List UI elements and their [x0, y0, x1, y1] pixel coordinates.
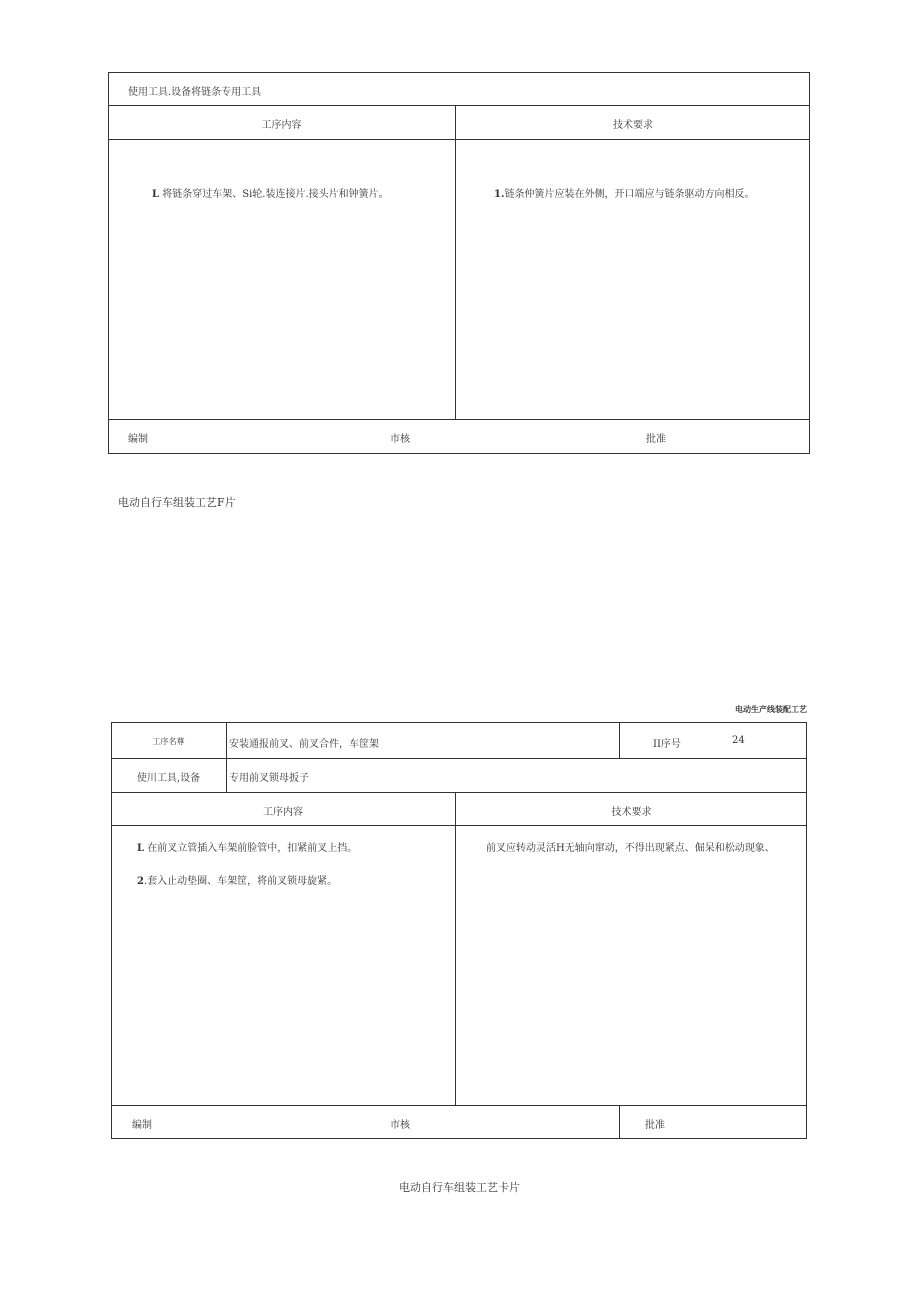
card2-divider-headers [111, 825, 807, 826]
card1-divider-footer [108, 419, 810, 420]
card2-footer-edit: 编制 [132, 1120, 152, 1131]
card2-frame [111, 722, 807, 1139]
card2-divider-name [111, 758, 807, 759]
card1-divider-headers [108, 139, 810, 140]
card2-content-item-1 [137, 839, 357, 854]
card2-seq-value: 24 [732, 735, 745, 746]
card2-content-header: 工序内容 [263, 807, 303, 818]
card1-content-text [152, 185, 389, 200]
card1-footer-approve: 批准 [646, 434, 666, 445]
card1-column-divider [455, 105, 456, 420]
card2-content-item-2-text: .套入止动垫圈、车架筐，将前叉锁母旋紧。 [143, 876, 338, 887]
card2-footer-review: 市核 [390, 1120, 410, 1131]
card1-footer-review: 市核 [390, 434, 410, 445]
card2-content-item-1-lead: L [137, 843, 145, 854]
card1-content-body: 将链条穿过车架、Si轮.装连接片.接头片和钟簧片。 [162, 189, 389, 200]
card1-content-header: 工序内容 [261, 120, 302, 131]
card2-requirement-text: 前叉应转动灵活H无轴向窜动，不得出现紧点、倔呆和松动现象、 [486, 843, 775, 854]
card2-divider-footer [111, 1105, 807, 1106]
card1-caption: 电动自行车组装工艺F片 [118, 496, 236, 509]
card2-seq-divider [619, 722, 620, 759]
card1-requirement-lead: 1. [494, 189, 505, 200]
card2-caption: 电动自行车组装工艺卡片 [399, 1181, 520, 1194]
card1-divider-tools [108, 105, 810, 106]
card1-content-lead: L [152, 189, 160, 200]
card2-requirement-header: 技术要求 [611, 807, 652, 818]
card2-tools-value: 专用前叉锁母扳子 [229, 773, 309, 784]
card2-tools-label: 使川工具,设备 [136, 773, 201, 784]
card2-content-item-1-text: 在前叉立管插入车架前脸管中，扣紧前叉上挡。 [147, 843, 358, 854]
card2-content-item-2 [137, 872, 337, 887]
card1-requirement-header: 技术要求 [613, 120, 653, 131]
card1-requirement-text [494, 185, 754, 200]
card2-divider-tools [111, 792, 807, 793]
card1-footer-edit: 编制 [128, 434, 148, 445]
card1-requirement-body: 链条仲簧片应装在外侧，开口端应与链条驱动方向相反。 [504, 189, 755, 200]
card2-footer-divider [619, 1105, 620, 1139]
card2-seq-label: II序号 [653, 739, 681, 750]
card2-process-name-value: 安装通报前叉、前叉合件，车筐架 [229, 739, 379, 750]
card2-name-label-divider [226, 722, 227, 793]
card2-column-divider [455, 792, 456, 1106]
card2-content-item-2-lead: 2 [137, 876, 144, 887]
section-header-right: 电动生产线装配工艺 [735, 704, 807, 714]
card1-tools-row: 使用工具.设备将链条专用工具 [128, 87, 262, 98]
card2-process-name-label: 工序名尊 [152, 737, 185, 746]
card2-footer-approve: 批准 [645, 1120, 665, 1131]
